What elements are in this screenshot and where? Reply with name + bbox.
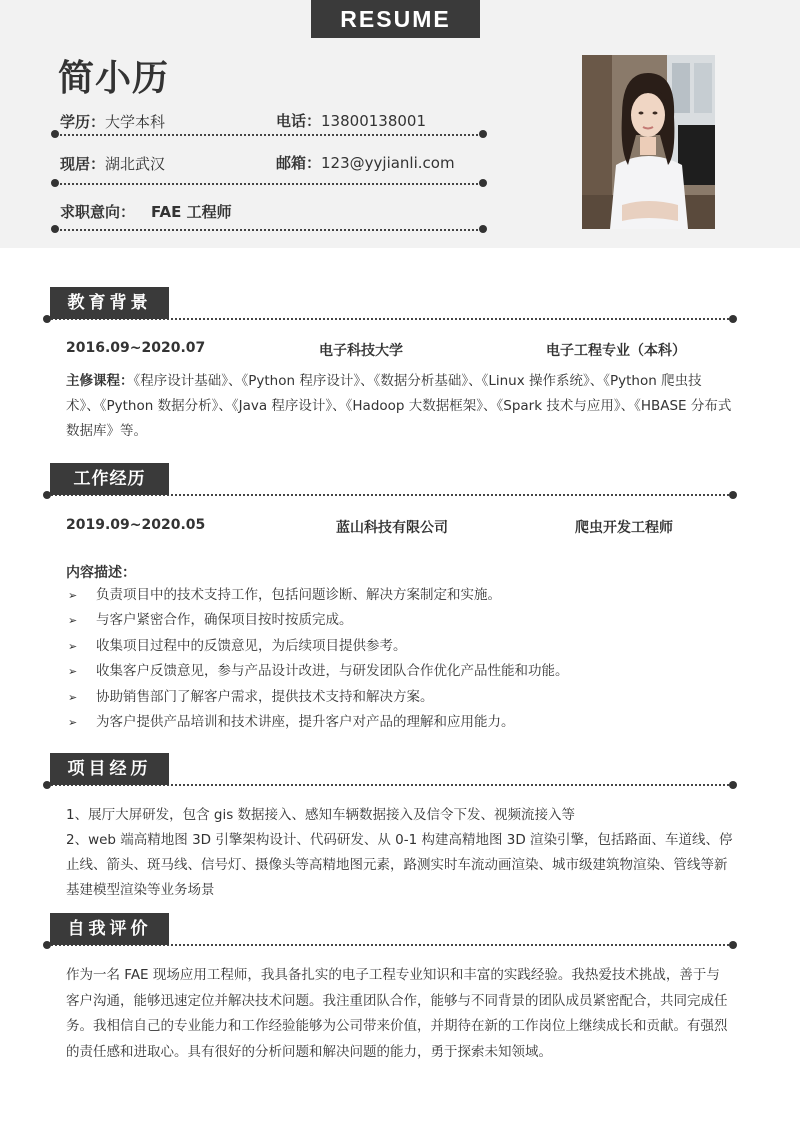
list-item: ➢ 收集客户反馈意见，参与产品设计改进，与研发团队合作优化产品性能和功能。 [68, 659, 569, 684]
intention-label: 求职意向： [60, 203, 136, 221]
section-title-self-eval: 自我评价 [50, 913, 169, 945]
work-period: 2019.09~2020.05 [66, 517, 206, 533]
work-position: 爬虫开发工程师 [575, 520, 673, 536]
section-title-work: 工作经历 [50, 463, 169, 495]
phone-value: 13800138001 [321, 112, 426, 130]
email-info [276, 152, 455, 173]
intention-info [60, 201, 232, 222]
list-item: ➢ 负责项目中的技术支持工作，包括问题诊断、解决方案制定和实施。 [68, 583, 569, 608]
divider [56, 229, 482, 231]
education-school: 电子科技大学 [319, 343, 403, 359]
education-info [60, 111, 165, 132]
divider [56, 134, 482, 136]
divider-dot [729, 941, 737, 949]
list-item: ➢ 为客户提供产品培训和技术讲座，提升客户对产品的理解和应用能力。 [68, 710, 569, 735]
email-value: 123@yyjianli.com [321, 154, 455, 172]
phone-info [276, 110, 426, 131]
divider-dot [479, 179, 487, 187]
bullet-arrow-icon: ➢ [68, 690, 78, 704]
location-label: 现居： [60, 155, 106, 173]
location-info [60, 153, 165, 174]
divider-dot [51, 225, 59, 233]
education-period: 2016.09~2020.07 [66, 340, 206, 356]
divider-dot [729, 315, 737, 323]
work-desc-label: 内容描述： [66, 565, 136, 581]
bullet-arrow-icon: ➢ [68, 589, 78, 602]
courses-text: 《程序设计基础》、《Python 程序设计》、《数据分析基础》、《Linux 操作系统》、《Python 爬虫技术》、《Python 数据分析》、《Java 程序设计》、《Hadoop 大数据框架》、《Spark 技术与应用》、《HBASE 分布式数据库》等。 [66, 373, 732, 439]
bullet-arrow-icon: ➢ [68, 639, 78, 653]
project-item-1: 1、展厅大屏研发，包含 gis 数据接入、感知车辆数据接入及信令下发、视频流接入等 [66, 807, 576, 823]
divider-dot [479, 225, 487, 233]
portrait-photo [582, 55, 715, 229]
divider-dot [51, 179, 59, 187]
resume-label: RESUME [311, 0, 480, 38]
divider-dot [729, 781, 737, 789]
education-value: 大学本科 [105, 113, 166, 131]
section-title-projects: 项目经历 [50, 753, 169, 785]
bullet-arrow-icon: ➢ [68, 665, 78, 679]
intention-value: FAE 工程师 [151, 203, 232, 221]
list-item: ➢ 协助销售部门了解客户需求，提供技术支持和解决方案。 [68, 685, 569, 710]
candidate-name: 简小历 [58, 58, 170, 99]
email-label: 邮箱： [276, 154, 322, 172]
divider [56, 183, 482, 185]
bullet-arrow-icon: ➢ [68, 716, 78, 730]
section-title-education: 教育背景 [50, 287, 169, 319]
phone-label: 电话： [276, 112, 322, 130]
work-company: 蓝山科技有限公司 [336, 520, 448, 536]
education-major: 电子工程专业（本科） [546, 343, 686, 359]
self-eval-text: 作为一名 FAE 现场应用工程师，我具备扎实的电子工程专业知识和丰富的实践经验。我热爱技术挑战，善于与客户沟通，能够迅速定位并解决技术问题。我注重团队合作，能够与不同背景的团队成员紧密配合，共同完成任务。我相信自己的专业能力和工作经验能够为公司带来价值，并期待在新的工作岗位上继续成长和贡献。有强烈的责任感和进取心。具有很好的分析问题和解决问题的能力，勇于探索未知领域。 [66, 967, 728, 1060]
bullet-arrow-icon: ➢ [68, 614, 78, 628]
list-item: ➢ 收集项目过程中的反馈意见，为后续项目提供参考。 [68, 634, 569, 659]
education-label: 学历： [60, 113, 106, 131]
project-item-2: 2、web 端高精地图 3D 引擎架构设计、代码研发、从 0-1 构建高精地图 3D 渲染引擎，包括路面、车道线、停止线、箭头、斑马线、信号灯、摄像头等高精地图元素，路测实时车流动画渲染、城市级建筑物渲染、管线等新基建模型渲染等业务场景 [66, 832, 733, 898]
education-courses [66, 369, 734, 444]
divider-dot [51, 130, 59, 138]
divider-dot [729, 491, 737, 499]
work-duty-list [68, 583, 569, 735]
divider-dot [479, 130, 487, 138]
list-item: ➢ 与客户紧密合作，确保项目按时按质完成。 [68, 608, 569, 633]
location-value: 湖北武汉 [105, 155, 166, 173]
courses-label: 主修课程： [66, 373, 134, 389]
